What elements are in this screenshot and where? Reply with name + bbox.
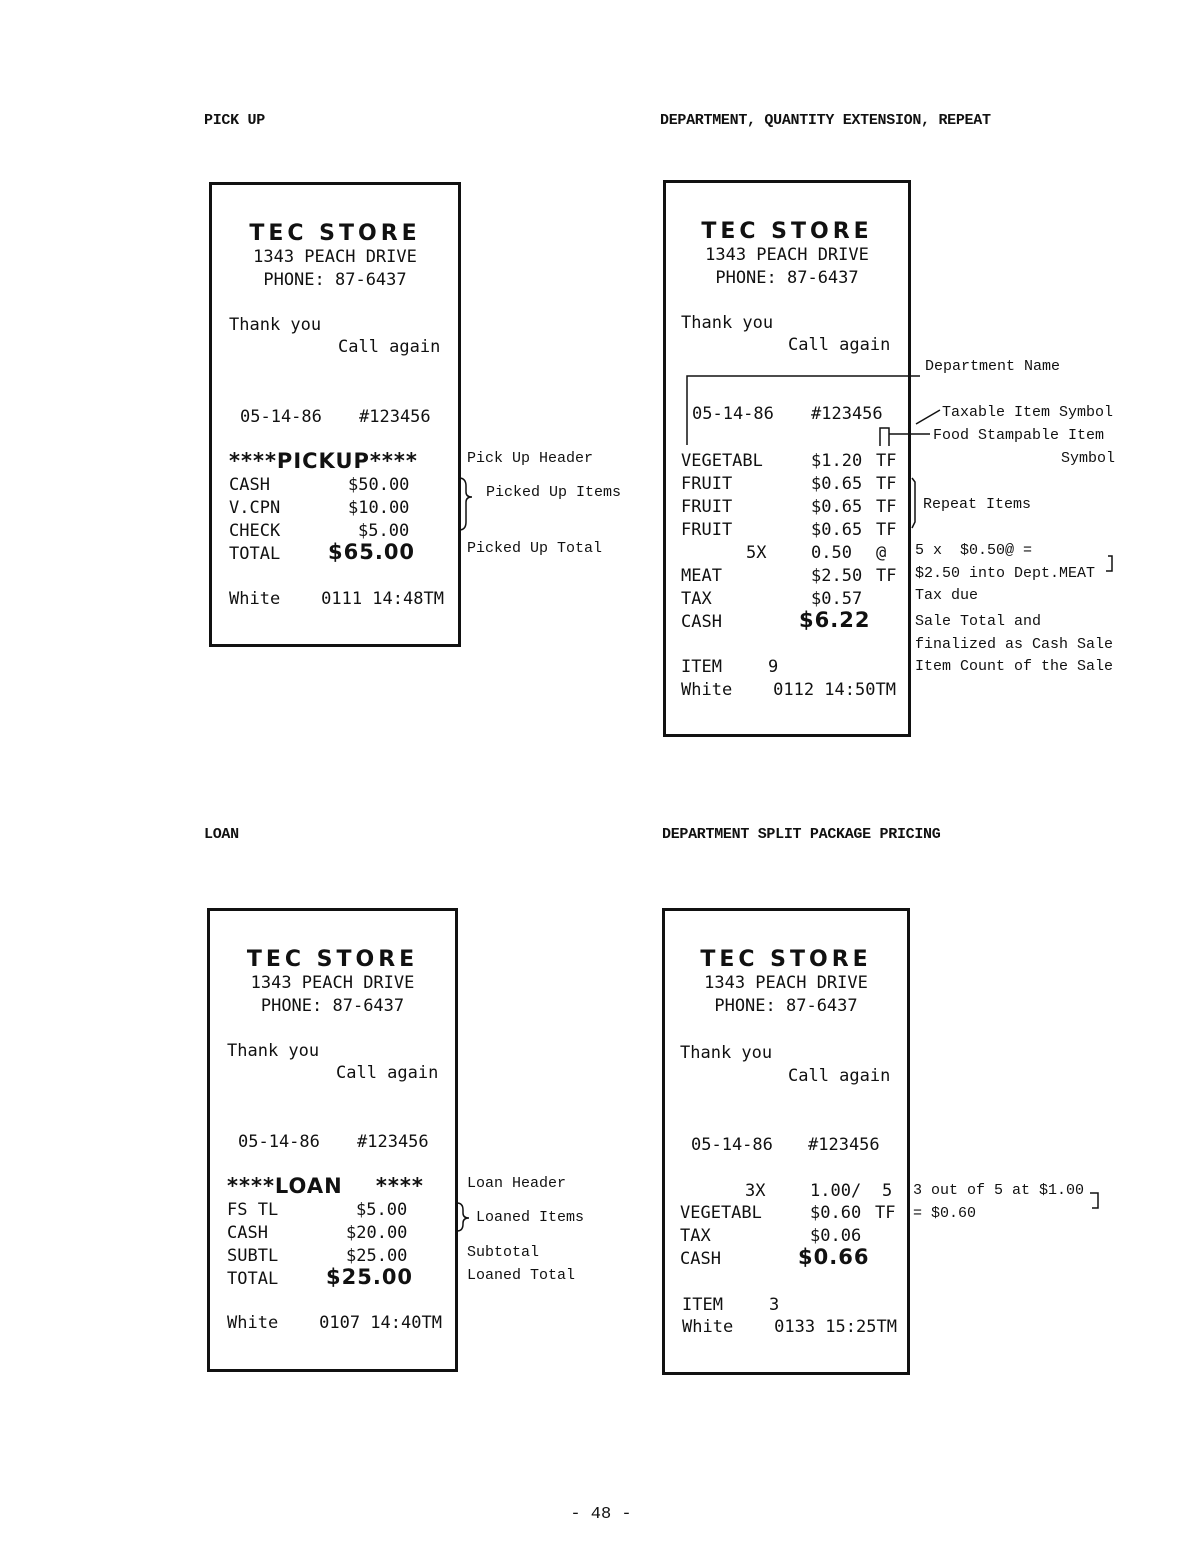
line-label: FRUIT xyxy=(681,520,733,540)
line-amount: $0.57 xyxy=(811,589,863,609)
receipt-number: #123456 xyxy=(359,407,431,427)
line-label: FRUIT xyxy=(681,497,733,517)
cash-label: CASH xyxy=(680,1249,721,1269)
line-flag: @ xyxy=(876,543,887,563)
receipt-number: #123456 xyxy=(357,1132,429,1152)
page-number: - 48 - xyxy=(570,1505,632,1524)
line-label: CHECK xyxy=(229,521,281,541)
receipt-date: 05-14-86 xyxy=(240,407,322,427)
thank-you-text: Thank you xyxy=(229,315,322,335)
receipt-date: 05-14-86 xyxy=(692,404,774,424)
line-label: CASH xyxy=(229,475,270,495)
item-count: 9 xyxy=(768,657,779,677)
line-amount: $1.20 xyxy=(811,451,863,471)
store-address: 1343 PEACH DRIVE xyxy=(253,247,417,267)
store-phone: PHONE: 87-6437 xyxy=(715,268,859,288)
thank-you-text: Thank you xyxy=(227,1041,320,1061)
quantity-label: 3X xyxy=(745,1181,766,1201)
store-phone: PHONE: 87-6437 xyxy=(263,270,407,290)
line-amount: $5.00 xyxy=(356,1200,408,1220)
line-amount: $0.65 xyxy=(811,520,863,540)
annotation-subtotal: Subtotal xyxy=(467,1244,540,1261)
store-phone: PHONE: 87-6437 xyxy=(714,996,858,1016)
annotation-quantity-1: 5 x $0.50@ = xyxy=(915,542,1033,559)
annotation-item-count: Item Count of the Sale xyxy=(915,658,1114,675)
receipt-footer: White 0133 15:25TM xyxy=(682,1317,897,1337)
food-stamp-pointer xyxy=(880,428,930,446)
annotation-split-1: 3 out of 5 at $1.00 xyxy=(913,1182,1085,1199)
loaned-items-brace xyxy=(457,1203,469,1231)
store-name: TEC STORE xyxy=(249,221,421,246)
line-amount: $0.60 xyxy=(810,1203,862,1223)
quantity-label: 5X xyxy=(746,543,767,563)
call-again-text: Call again xyxy=(338,337,441,357)
line-flag: TF xyxy=(875,1203,896,1223)
annotation-quantity-2: $2.50 into Dept.MEAT xyxy=(915,565,1096,582)
receipt-date: 05-14-86 xyxy=(238,1132,320,1152)
cash-amount: $0.66 xyxy=(798,1245,870,1269)
annotation-loaned-total: Loaned Total xyxy=(467,1267,576,1284)
annotation-pickup-header: Pick Up Header xyxy=(467,450,594,467)
store-name: TEC STORE xyxy=(246,947,419,972)
line-label: VEGETABL xyxy=(681,451,763,471)
department-name-line xyxy=(687,376,920,445)
thank-you-text: Thank you xyxy=(681,313,774,333)
line-label: TAX xyxy=(681,589,712,609)
annotation-split-2: = $0.60 xyxy=(913,1205,977,1222)
pickup-header: ****PICKUP**** xyxy=(229,449,418,473)
annotation-tax-due: Tax due xyxy=(915,587,979,604)
receipt-footer: White 0112 14:50TM xyxy=(681,680,896,700)
line-amount: $5.00 xyxy=(358,521,410,541)
annotation-picked-total: Picked Up Total xyxy=(467,540,603,557)
line-flag: 5 xyxy=(882,1181,893,1201)
line-amount: $2.50 xyxy=(811,566,863,586)
line-label: CASH xyxy=(227,1223,268,1243)
annotation-loaned-items: Loaned Items xyxy=(476,1209,585,1226)
line-flag: TF xyxy=(876,474,897,494)
taxable-pointer xyxy=(916,410,940,424)
call-again-text: Call again xyxy=(788,335,891,355)
split-bracket xyxy=(1090,1193,1098,1208)
item-count: 3 xyxy=(769,1295,780,1315)
receipt-footer: White 0111 14:48TM xyxy=(229,589,444,609)
cash-amount: $6.22 xyxy=(799,608,871,632)
line-label: VEGETABL xyxy=(680,1203,762,1223)
receipt-number: #123456 xyxy=(808,1135,880,1155)
quantity-bracket xyxy=(1106,556,1112,571)
section-title-pickup: PICK UP xyxy=(204,112,265,129)
annotation-taxable-symbol: Taxable Item Symbol xyxy=(942,404,1114,421)
line-label: SUBTL xyxy=(227,1246,279,1266)
line-amount: $10.00 xyxy=(348,498,410,518)
total-label: TOTAL xyxy=(229,544,281,564)
line-flag: TF xyxy=(876,497,897,517)
receipt-footer: White 0107 14:40TM xyxy=(227,1313,442,1333)
line-amount: 0.50 xyxy=(811,543,852,563)
total-amount: $25.00 xyxy=(326,1265,414,1289)
line-label: FS TL xyxy=(227,1200,279,1220)
line-amount: $0.65 xyxy=(811,497,863,517)
item-label: ITEM xyxy=(681,657,722,677)
line-flag: TF xyxy=(876,566,897,586)
call-again-text: Call again xyxy=(788,1066,891,1086)
line-amount: $0.65 xyxy=(811,474,863,494)
annotation-repeat-items: Repeat Items xyxy=(923,496,1032,513)
repeat-items-bracket xyxy=(912,478,915,528)
line-amount: $50.00 xyxy=(348,475,410,495)
line-amount: $25.00 xyxy=(346,1246,408,1266)
store-address: 1343 PEACH DRIVE xyxy=(705,245,869,265)
store-name: TEC STORE xyxy=(700,947,872,972)
line-label: TAX xyxy=(680,1226,711,1246)
annotation-food-stampable: Food Stampable Item xyxy=(933,427,1105,444)
annotation-symbol: Symbol xyxy=(1061,450,1116,467)
line-amount: 1.00/ xyxy=(810,1181,862,1201)
section-title-department: DEPARTMENT, QUANTITY EXTENSION, REPEAT xyxy=(660,112,991,129)
annotation-picked-items: Picked Up Items xyxy=(486,484,622,501)
line-label: FRUIT xyxy=(681,474,733,494)
annotation-sale-total-2: finalized as Cash Sale xyxy=(915,636,1114,653)
receipt-number: #123456 xyxy=(811,404,883,424)
annotation-loan-header: Loan Header xyxy=(467,1175,567,1192)
line-amount: $20.00 xyxy=(346,1223,408,1243)
section-title-loan: LOAN xyxy=(204,826,239,843)
total-label: TOTAL xyxy=(227,1269,279,1289)
line-flag: TF xyxy=(876,520,897,540)
total-amount: $65.00 xyxy=(328,540,416,564)
annotation-sale-total-1: Sale Total and xyxy=(915,613,1042,630)
annotation-department-name: Department Name xyxy=(925,358,1061,375)
call-again-text: Call again xyxy=(336,1063,439,1083)
receipt-date: 05-14-86 xyxy=(691,1135,773,1155)
line-label: V.CPN xyxy=(229,498,281,518)
thank-you-text: Thank you xyxy=(680,1043,773,1063)
loan-header: ****LOAN **** xyxy=(227,1174,424,1198)
section-title-split: DEPARTMENT SPLIT PACKAGE PRICING xyxy=(662,826,941,843)
picked-items-brace xyxy=(459,478,472,530)
cash-label: CASH xyxy=(681,612,722,632)
line-amount: $0.06 xyxy=(810,1226,862,1246)
store-phone: PHONE: 87-6437 xyxy=(260,996,405,1016)
store-name: TEC STORE xyxy=(701,219,873,244)
line-flag: TF xyxy=(876,451,897,471)
store-address: 1343 PEACH DRIVE xyxy=(704,973,868,993)
item-label: ITEM xyxy=(682,1295,723,1315)
store-address: 1343 PEACH DRIVE xyxy=(250,973,415,993)
line-label: MEAT xyxy=(681,566,722,586)
